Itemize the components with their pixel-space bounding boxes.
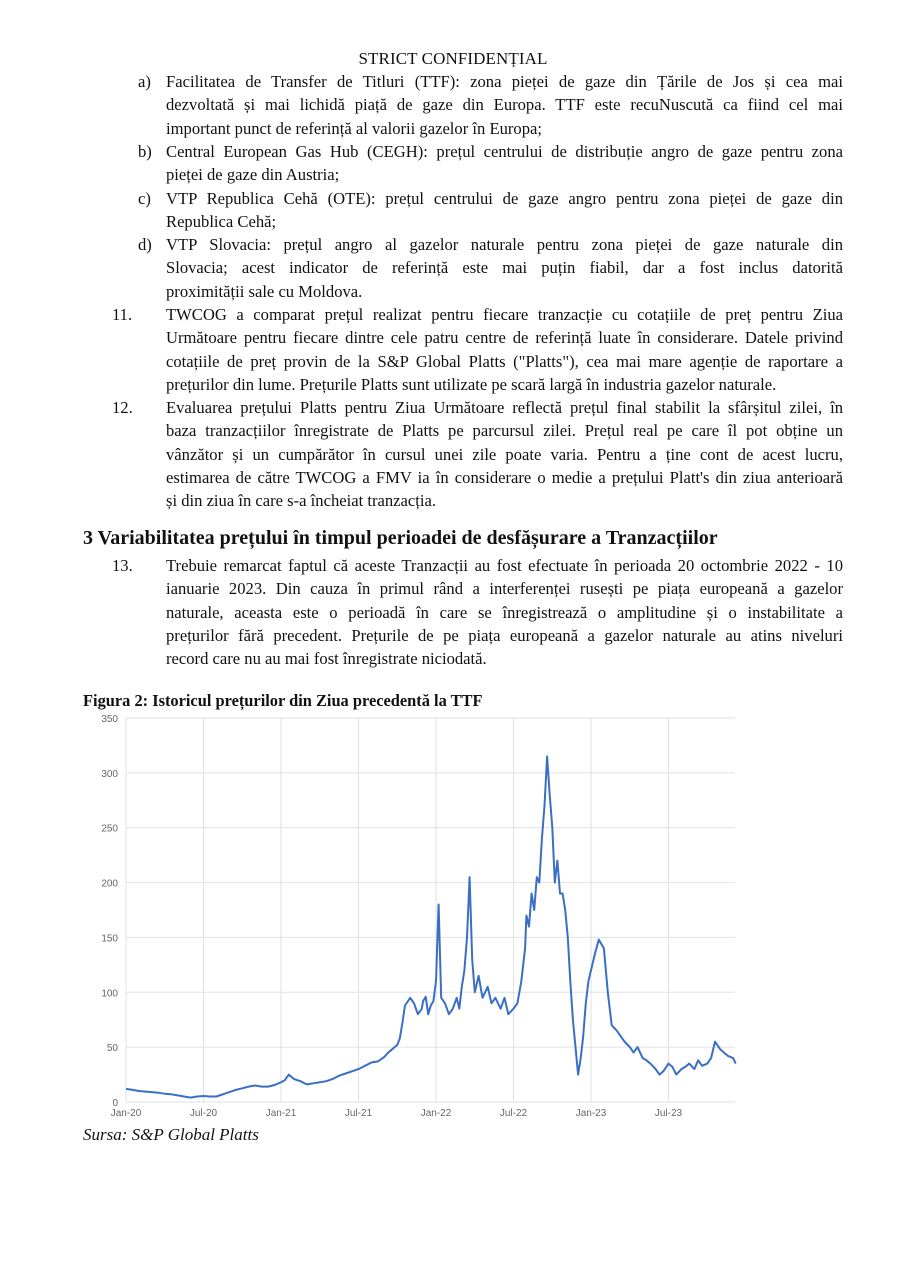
text-line: naturale, aceasta este o perioadă în care se înregistrează o amplitudine și o instabilitate a [166, 602, 843, 622]
list-marker: c) [138, 188, 151, 208]
x-tick-label: Jan-23 [575, 1108, 607, 1119]
x-tick-label: Jul-20 [189, 1108, 218, 1119]
figure-title: Figura 2: Istoricul prețurilor din Ziua precedentă la TTF [83, 691, 483, 710]
text-line: cotațiile de preț provin de la S&P Global Platts ("Platts"), cea mai mare agenție de raportare a [166, 351, 843, 371]
y-tick-label: 100 [101, 988, 118, 1000]
ttf-price-chart [80, 708, 760, 1124]
y-tick-label: 150 [101, 933, 118, 945]
line-chart [80, 708, 760, 1124]
x-axis-ticks [111, 1108, 683, 1119]
confidential-header: STRICT CONFIDENȚIAL [358, 49, 548, 68]
x-tick-label: Jan-22 [420, 1108, 452, 1119]
y-tick-label: 50 [106, 1043, 118, 1055]
paragraph-number: 13. [112, 556, 133, 575]
y-tick-label: 300 [101, 768, 118, 780]
list-marker: b) [138, 141, 152, 161]
x-tick-label: Jul-22 [499, 1108, 528, 1119]
y-tick-label: 200 [101, 878, 118, 890]
section-heading: 3 Variabilitatea prețului în timpul perioadei de desfășurare a Tranzacțiilor [83, 527, 718, 549]
price-series-line [126, 756, 736, 1097]
y-tick-label: 350 [101, 714, 118, 725]
text-line: proximității sale cu Moldova. [166, 281, 363, 301]
x-tick-label: Jul-21 [344, 1108, 373, 1119]
text-line: vânzător și un cumpărător în cursul unei zile poate varia. Pentru a ține cont de acest lucru, [166, 444, 843, 464]
text-line: Trebuie remarcat faptul că aceste Tranzacții au fost efectuate în perioada 20 octombrie 2022 - 10 [166, 556, 843, 575]
text-line: ianuarie 2023. Din cauza în primul rând a interferenței rusești pe piața europeană a gazelor [166, 579, 843, 599]
chart-grid [126, 718, 735, 1102]
text-line: TWCOG a comparat prețul realizat pentru fiecare tranzacție cu cotațiile de preț pentru Ziua [166, 305, 843, 324]
y-tick-label: 250 [101, 823, 118, 835]
y-tick-label: 0 [112, 1098, 118, 1109]
text-line: baza tranzacțiilor înregistrate de Platts pe parcursul zilei. Prețul real pe care îl pot obține un [166, 421, 843, 441]
text-line: Facilitatea de Transfer de Titluri (TTF): zona pieței de gaze din Țările de Jos și cea mai [166, 72, 843, 91]
text-line: și din ziua în care s-a încheiat tranzacția. [166, 491, 436, 511]
y-axis-ticks [101, 714, 118, 1109]
text-line: Evaluarea prețului Platts pentru Ziua Următoare reflectă prețul final stabilit la sfârșitul zilei, în [166, 398, 843, 417]
list-marker: d) [138, 235, 152, 255]
text-line: record care nu au mai fost înregistrate niciodată. [166, 649, 487, 669]
text-line: VTP Republica Cehă (OTE): prețul centrului de gaze angro pentru zona pieței de gaze din [166, 188, 843, 208]
text-line: pieței de gaze din Austria; [166, 165, 340, 185]
text-line: VTP Slovacia: prețul angro al gazelor naturale pentru zona pieței de gaze naturale din [166, 235, 843, 255]
text-line: Slovacia; acest indicator de referință este mai puțin fiabil, dar a fost inclus datorită [166, 258, 843, 278]
x-tick-label: Jul-23 [654, 1108, 683, 1119]
paragraph-number: 11. [112, 305, 133, 324]
list-marker: a) [138, 72, 151, 91]
text-line: Următoare pentru fiecare dintre cele patru centre de referință luate în considerare. Datele privind [166, 328, 843, 348]
x-tick-label: Jan-20 [110, 1108, 142, 1119]
text-line: dezvoltată și mai lichidă piață de gaze din Europa. TTF este recuNuscută ca fiind cel mai [166, 95, 843, 115]
text-line: important punct de referință al valorii gazelor în Europa; [166, 118, 542, 138]
text-line: Central European Gas Hub (CEGH): prețul centrului de distribuție angro de gaze pentru zona [166, 141, 843, 161]
text-line: prețurilor fără precedent. Prețurile de pe piața europeană a gazelor naturale au atins niveluri [166, 625, 843, 645]
text-line: prețurilor din lume. Prețurile Platts sunt utilizate pe scară largă în industria gazelor naturale. [166, 374, 777, 394]
text-line: Republica Cehă; [166, 211, 277, 231]
x-tick-label: Jan-21 [265, 1108, 297, 1119]
figure-source: Sursa: S&P Global Platts [83, 1125, 259, 1144]
text-line: estimarea de către TWCOG a FMV ia în considerare o medie a prețului Platt's din ziua anterioară [166, 467, 843, 487]
paragraph-number: 12. [112, 398, 133, 417]
